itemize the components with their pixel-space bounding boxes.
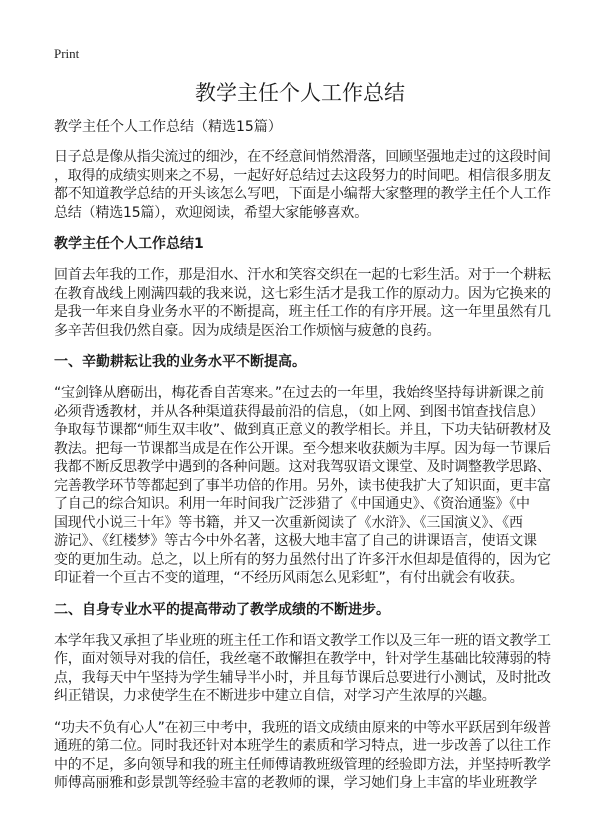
document-subtitle: 教学主任个人工作总结（精选15篇） — [54, 119, 282, 135]
intro-paragraph — [54, 148, 580, 222]
text-line: 游记》、《红楼梦》等古今中外名著，这极大地丰富了自己的讲课语言，使语文课 — [54, 533, 537, 549]
text-line: “功夫不负有心人”在初三中考中，我班的语文成绩由原来的中等水平跃居到年级普 — [54, 719, 552, 736]
paragraph-4 — [54, 719, 580, 793]
text-line: 师傅高丽雅和彭景凯等经验丰富的老教师的课，学习她们身上丰富的毕业班教学 — [54, 775, 537, 791]
text-line: 是我一年来自身业务水平的不断提高，班主任工作的有序开展。这一年里虽然有几 — [54, 304, 551, 320]
text-line: 作，面对领导对我的信任，我丝毫不敢懈担在教学中，针对学生基础比较薄弱的特 — [54, 651, 551, 667]
text-line: 本学年我又承担了毕业班的班主任工作和语文教学工作以及三年一班的语文教学工 — [54, 632, 551, 649]
text-line: 多辛苦但我仍然自豪。因为成绩是医治工作烦恼与疲惫的良药。 — [54, 322, 441, 339]
text-line: 教法。把每一节课都当成是在作公开课。至今想来收获颇为丰厚。因为每一节课后 — [54, 440, 551, 457]
text-line: 中的不足，多向领导和我的班主任师傅请教班级管理的经验即方法，并坚持听教学 — [54, 756, 551, 773]
section-title: 教学主任个人工作总结1 — [54, 236, 204, 252]
text-line: 总结（精选15篇），欢迎阅读，希望大家能够喜欢。 — [54, 204, 369, 221]
text-line: 完善教学环节等都起到了事半功倍的作用。另外，读书使我扩大了知识面，更丰富 — [54, 477, 551, 494]
text-line: 点，我每天中午坚持为学生辅导半小时，并且每节课后总要进行小测试，及时批改 — [54, 669, 551, 686]
heading-1: 一、辛勤耕耘让我的业务水平不断提高。 — [54, 354, 306, 370]
paragraph-3 — [54, 632, 580, 706]
paragraph-2 — [54, 384, 580, 588]
text-line: “宝剑锋从磨砺出，梅花香自苦寒来。”在过去的一年里，我始终坚持每讲新课之前 — [54, 385, 545, 401]
paragraph-1 — [54, 266, 580, 340]
page-title: 教学主任个人工作总结 — [195, 81, 405, 105]
text-line: 了自己的综合知识。利用一年时间我广泛涉猎了《中国通史》、《资治通鉴》《中 — [54, 496, 530, 512]
text-line: 必须背透教材，并从各种渠道获得最前沿的信息，（如上网、到图书馆查找信息） — [54, 403, 544, 420]
text-line: ，取得的成绩实则来之不易，一起好好总结过去这段努力的时间吧。相信很多朋友 — [54, 167, 551, 184]
text-line: 日子总是像从指尖流过的细沙，在不经意间悄然滑落，回顾坚强地走过的这段时间 — [54, 149, 551, 165]
text-line: 在教育战线上刚满四载的我来说，这七彩生活才是我工作的原动力。因为它换来的 — [54, 285, 551, 302]
text-line: 我都不断反思教学中遇到的各种问题。这对我驾驭语文课堂、及时调整教学思路、 — [54, 459, 551, 475]
text-line: 变的更加生动。总之，以上所有的努力虽然付出了许多汗水但却是值得的，因为它 — [54, 551, 551, 568]
text-line: 都不知道教学总结的开头该怎么写吧，下面是小编帮大家整理的教学主任个人工作 — [54, 186, 551, 202]
text-line: 印证着一个亘古不变的道理，“不经历风雨怎么见彩虹”，有付出就会有收获。 — [54, 570, 524, 586]
heading-2: 二、自身专业水平的提高带动了教学成绩的不断进步。 — [54, 601, 390, 618]
text-line: 纠正错误，力求使学生在不断进步中建立自信，对学习产生浓厚的兴趣。 — [54, 688, 496, 704]
print-link[interactable]: Print — [54, 46, 80, 61]
text-line: 国现代小说三十年》等书籍，并又一次重新阅读了《水浒》、《三国演义》、《西 — [54, 514, 523, 531]
text-line: 通班的第二位。同时我还针对本班学生的素质和学习特点，进一步改善了以往工作 — [54, 738, 551, 754]
text-line: 回首去年我的工作，那是泪水、汗水和笑容交织在一起的七彩生活。对于一个耕耘 — [54, 267, 551, 283]
text-line: 争取每节课都“师生双丰收”、做到真正意义的教学相长。并且，下功夫钻研教材及 — [54, 422, 552, 438]
